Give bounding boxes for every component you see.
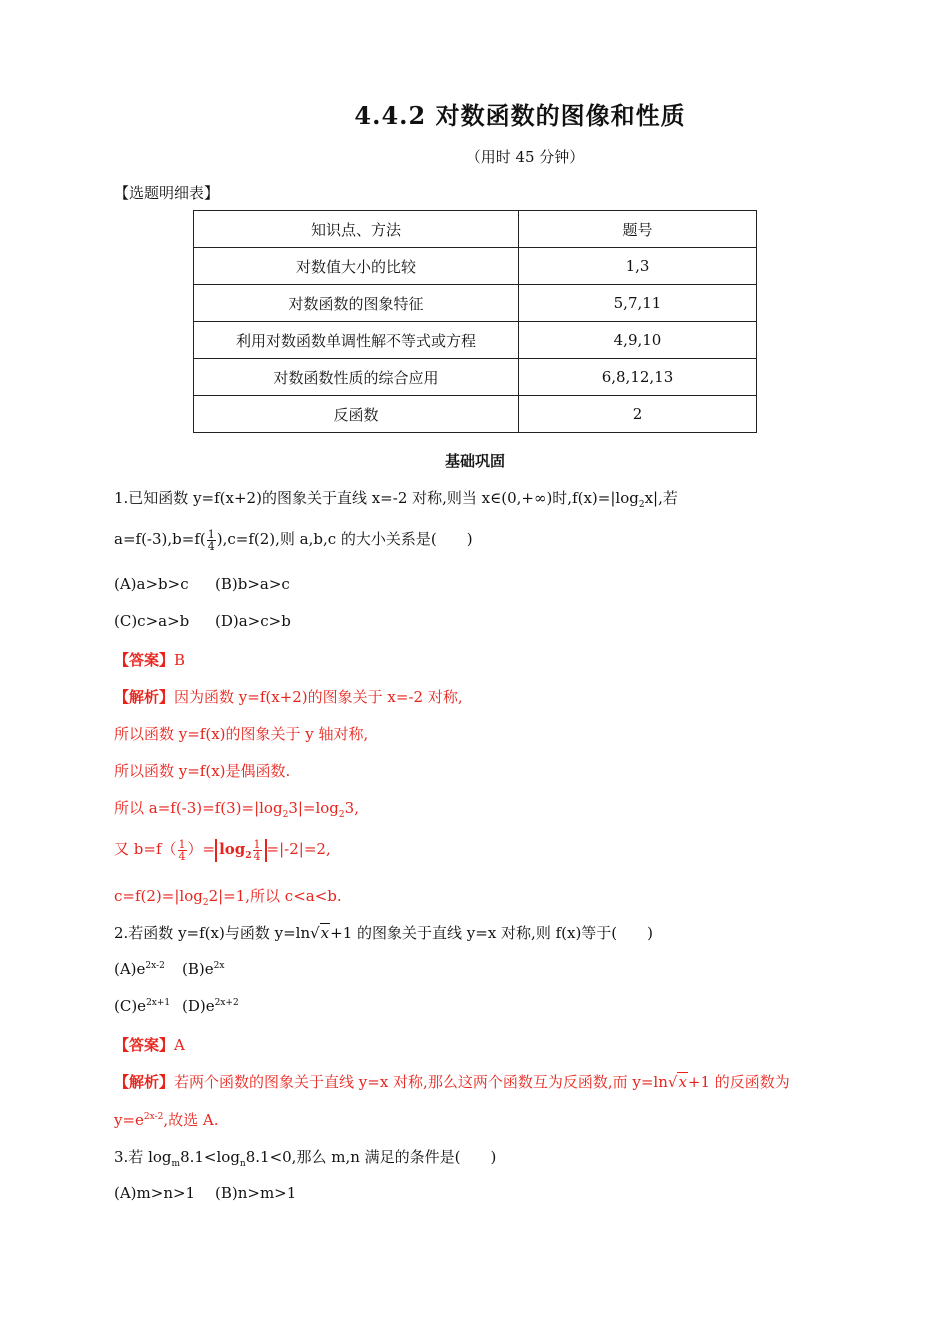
q1-analysis-line2: 所以函数 y=f(x)的图象关于 y 轴对称, xyxy=(114,725,369,743)
q1-analysis-line3: 所以函数 y=f(x)是偶函数. xyxy=(114,762,291,780)
table-cell: 2 xyxy=(519,396,757,433)
basic-heading: 基础巩固 xyxy=(444,452,505,470)
table-cell: 反函数 xyxy=(194,396,519,433)
q3-option-a: (A)m>n>1 xyxy=(114,1184,196,1202)
q2-option-c: $(C)e^{2x+1}$ xyxy=(114,997,171,1015)
q1-stem-line1: 1.已知函数 y=f(x+2)的图象关于直线 x=-2 对称,则当 x∈(0,+∞)时$,f(x)=|\log_2x|$,若 xyxy=(114,489,678,510)
table-cell: 4,9,10 xyxy=(519,322,757,359)
q1-analysis-line6: $c=f(2)=|\log_22|=1$,所以 c<a<b. xyxy=(114,887,342,908)
fraction-quarter: $\frac{1}{4}$ xyxy=(178,837,186,863)
table-cell: 6,8,12,13 xyxy=(519,359,757,396)
q1-stem-line2: a=f(-3),b=f( $\frac{1}{4}$ ),c=f(2),则 a,b,c 的大小关系是( ) xyxy=(114,527,473,553)
q1-analysis-line1: 【解析】因为函数 y=f(x+2)的图象关于 x=-2 对称, xyxy=(114,688,463,706)
q3-option-b: (B)n>m>1 xyxy=(215,1184,297,1202)
q1-option-c: (C)c>a>b xyxy=(114,612,190,630)
table-cell: 对数值大小的比较 xyxy=(194,248,519,285)
table-row xyxy=(194,359,757,396)
absolute-value: $\log_2$ $\frac{1}{4}$ xyxy=(215,839,266,862)
fraction-quarter: $\frac{1}{4}$ xyxy=(207,527,215,553)
q2-stem: 2.若函数 y=f(x)与函数 y=ln√x+1 的图象关于直线 y=x 对称,则 f(x)等于( ) xyxy=(114,924,654,942)
sqrt-symbol: √x xyxy=(310,924,330,942)
q1-answer: 【答案】B xyxy=(114,651,186,669)
q2-answer: 【答案】A xyxy=(114,1036,185,1054)
table-row xyxy=(194,248,757,285)
table-cell: 利用对数函数单调性解不等式或方程 xyxy=(194,322,519,359)
time-limit: （用时 45 分钟） xyxy=(465,148,585,166)
table-cell: 对数函数性质的综合应用 xyxy=(194,359,519,396)
q1-option-d: (D)a>c>b xyxy=(215,612,291,630)
q2-option-d: $(D)e^{2x+2}$ xyxy=(182,997,239,1015)
q1-analysis-line5: 又 b=f（ $\frac{1}{4}$ ）= $\log_2$ $\frac{1}{4}$ =|-2|=2, xyxy=(114,837,331,863)
table-header-row xyxy=(194,211,757,248)
page-title: 4.4.2 对数函数的图像和性质 xyxy=(354,101,686,130)
topic-table xyxy=(193,210,757,433)
table-row xyxy=(194,322,757,359)
table-row xyxy=(194,285,757,322)
table-cell: 1,3 xyxy=(519,248,757,285)
q1-analysis-line4: 所以 $a=f(-3)=f(3)=|\log_23|=\log_23$, xyxy=(114,799,359,820)
table-cell: 5,7,11 xyxy=(519,285,757,322)
q2-option-b: $(B)e^{2x}$ xyxy=(182,960,225,978)
table-header: 题号 xyxy=(519,211,757,248)
table-header: 知识点、方法 xyxy=(194,211,519,248)
q1-option-a: (A)a>b>c xyxy=(114,575,189,593)
q2-analysis-line2: $y=e^{2x-2}$,故选 A. xyxy=(114,1111,219,1129)
q2-option-a: $(A)e^{2x-2}$ xyxy=(114,960,165,978)
sqrt-symbol: √x xyxy=(667,1073,687,1091)
section-label: 【选题明细表】 xyxy=(114,184,220,202)
q3-stem: 3.若 $\log_m8.1<\log_n8.1<0$,那么 m,n 满足的条件是( ) xyxy=(114,1148,497,1169)
table-row xyxy=(194,396,757,433)
q2-analysis-line1: 【解析】若两个函数的图象关于直线 y=x 对称,那么这两个函数互为反函数,而 y=ln√x+1 的反函数为 xyxy=(114,1073,790,1091)
table-cell: 对数函数的图象特征 xyxy=(194,285,519,322)
q1-option-b: (B)b>a>c xyxy=(215,575,290,593)
